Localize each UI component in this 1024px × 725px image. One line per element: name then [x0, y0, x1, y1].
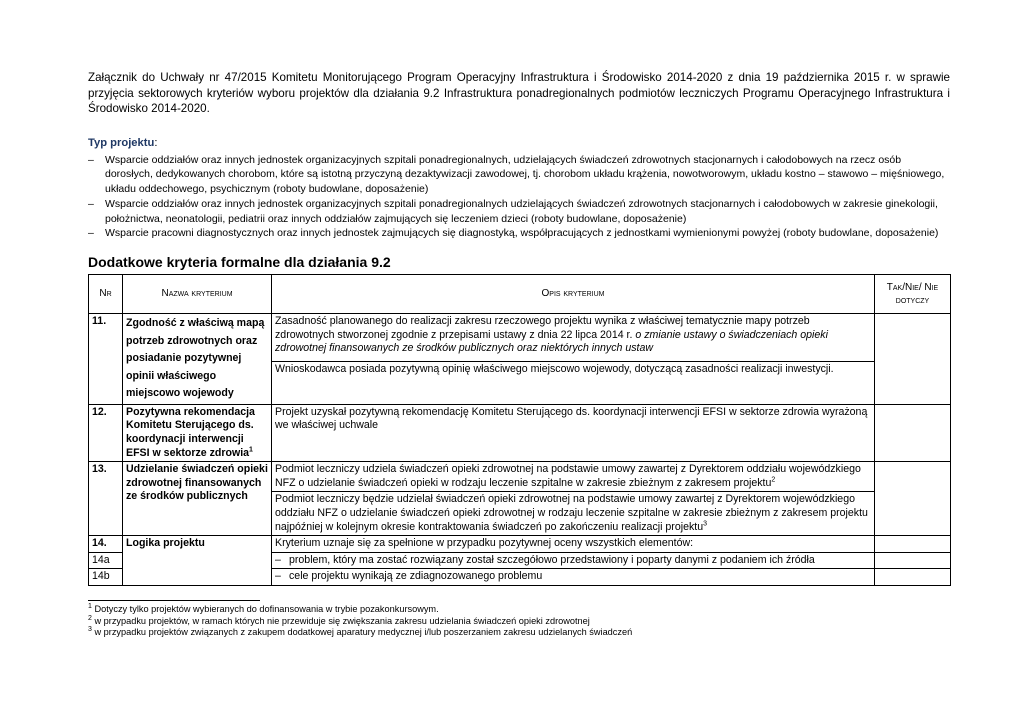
- section-title: Dodatkowe kryteria formalne dla działania 9.2: [88, 254, 391, 271]
- project-type-list: [88, 153, 950, 242]
- header-desc: Opis kryterium: [272, 275, 875, 314]
- row-nr: 12.: [89, 404, 123, 461]
- row-nr: 14b: [89, 569, 123, 586]
- row-yesno: [875, 314, 951, 405]
- row-nr: 14a: [89, 552, 123, 569]
- table-row: [89, 462, 951, 492]
- row-desc: Podmiot leczniczy udziela świadczeń opieki zdrowotnej na podstawie umowy zawartej z Dyrektorem oddziału wojewódzkiego NFZ o udzielanie świadczeń opieki w rodzaju leczenie szpitalne w zakresie zbieżnym z zakresem projektu$^2$: [272, 462, 875, 492]
- row-name: Zgodność z właściwą mapą potrzeb zdrowotnych oraz posiadanie pozytywnej opinii właściwego miejscowo wojewody: [123, 314, 272, 405]
- row-nr: 13.: [89, 462, 123, 536]
- criteria-table: [88, 274, 951, 586]
- row-yesno: [875, 552, 951, 569]
- header-yesno: Tak/Nie/ Nie dotyczy: [875, 275, 951, 314]
- row-yesno: [875, 569, 951, 586]
- footnote: $^3$ w przypadku projektów związanych z zakupem dodatkowej aparatury medycznej i/lub poszerzaniem zakresu udzielanych świadczeń: [88, 626, 633, 638]
- row-name: Udzielanie świadczeń opieki zdrowotnej finansowanych ze środków publicznych: [123, 462, 272, 536]
- row-yesno: [875, 404, 951, 461]
- row-desc: Kryterium uznaje się za spełnione w przypadku pozytywnej oceny wszystkich elementów:: [272, 536, 875, 553]
- footnote-ref: 1: [249, 446, 253, 454]
- row-nr: 14.: [89, 536, 123, 553]
- header-nr: Nr: [89, 275, 123, 314]
- footnote-ref: 3: [703, 520, 707, 527]
- document-page: [88, 70, 950, 639]
- table-header-row: [89, 275, 951, 314]
- header-name: Nazwa kryterium: [123, 275, 272, 314]
- row-name: Logika projektu: [123, 536, 272, 586]
- table-row: [89, 314, 951, 362]
- project-type-item: – Wsparcie oddziałów oraz innych jednostek organizacyjnych szpitali ponadregionalnych, udzielających świadczeń zdrowotnych stacjonarnych i całodobowych na rzecz osób dorosłych, dedykowanych chorobom, które są istotną przyczyną dezaktywizacji zawodowej, tj. chorobom układu krążenia, nowotworowym, układu kostno – stawowo – mięśniowego, układu oddechowego, psychicznym (roboty budowlane, doposażenie): [88, 153, 950, 197]
- row-yesno: [875, 462, 951, 536]
- table-row: [89, 536, 951, 553]
- footnote-divider: [88, 600, 260, 601]
- dash-bullet: –: [275, 553, 281, 566]
- row-desc: Wnioskodawca posiada pozytywną opinię właściwego miejscowo wojewody, dotyczącą zasadności realizacji inwestycji.: [272, 361, 875, 404]
- footnote: $^1$ Dotyczy tylko projektów wybieranych do dofinansowania w trybie pozakonkursowym.: [88, 602, 439, 614]
- row-desc: Zasadność planowanego do realizacji zakresu rzeczowego projektu wynika z właściwej tematycznie mapy potrzeb zdrowotnych stworzonej zgodnie z przepisami ustawy z dnia 22 lipca 2014 r. o zmianie ustawy o świadczeniach opieki zdrowotnej finansowanych ze środków publicznych oraz niektórych innych ustaw: [272, 314, 875, 362]
- row-desc: – cele projektu wynikają ze zdiagnozowanego problemu: [272, 569, 875, 586]
- project-type-item: – Wsparcie pracowni diagnostycznych oraz innych jednostek zajmujących się diagnostyką, współpracujących z jednostkami wymienionymi powyżej (roboty budowlane, doposażenie): [88, 226, 950, 241]
- project-type-label: Typ projektu:: [88, 136, 158, 149]
- dash-bullet: –: [275, 570, 281, 583]
- row-name: Pozytywna rekomendacja Komitetu Sterującego ds. koordynacji interwencji EFSI w sektorze zdrowia$^1$: [123, 404, 272, 461]
- project-type-item: – Wsparcie oddziałów oraz innych jednostek organizacyjnych szpitali ponadregionalnych udzielających świadczeń zdrowotnych stacjonarnych i całodobowych w zakresie ginekologii, położnictwa, neonatologii, pediatrii oraz innych oddziałów zajmujących się leczeniem dzieci (roboty budowlane, doposażenie): [88, 197, 950, 227]
- row-desc: Podmiot leczniczy będzie udzielał świadczeń opieki zdrowotnej na podstawie umowy zawartej z Dyrektorem wojewódzkiego oddziału NFZ o udzielanie świadczeń opieki zdrowotnej w rodzaju leczenie szpitalne w zakresie zbieżnym z zakresem projektu najpóźniej w kolejnym okresie kontraktowania świadczeń po zakończeniu realizacji projektu$^3$: [272, 492, 875, 536]
- row-yesno: [875, 536, 951, 553]
- table-row: [89, 404, 951, 461]
- row-nr: 11.: [89, 314, 123, 405]
- footnote: $^2$ w przypadku projektów, w ramach których nie przewiduje się zwiększania zakresu udzielania świadczeń opieki zdrowotnej: [88, 614, 590, 626]
- footnote-ref: 2: [771, 476, 776, 484]
- intro-paragraph: Załącznik do Uchwały nr 47/2015 Komitetu Monitorującego Program Operacyjny Infrastruktura i Środowisko 2014-2020 z dnia 19 października 2015 r. w sprawie przyjęcia sektorowych kryteriów wyboru projektów dla działania 9.2 Infrastruktura ponadregionalnych podmiotów leczniczych Programu Operacyjnego Infrastruktura i Środowisko 2014-2020.: [88, 71, 950, 115]
- row-desc: – problem, który ma zostać rozwiązany został szczegółowo przedstawiony i poparty danymi z podaniem ich źródła: [272, 552, 875, 569]
- footnotes: [88, 604, 950, 639]
- row-desc: Projekt uzyskał pozytywną rekomendację Komitetu Sterującego ds. koordynacji interwencji EFSI w sektorze zdrowia wyrażoną we właściwej uchwale: [272, 404, 875, 461]
